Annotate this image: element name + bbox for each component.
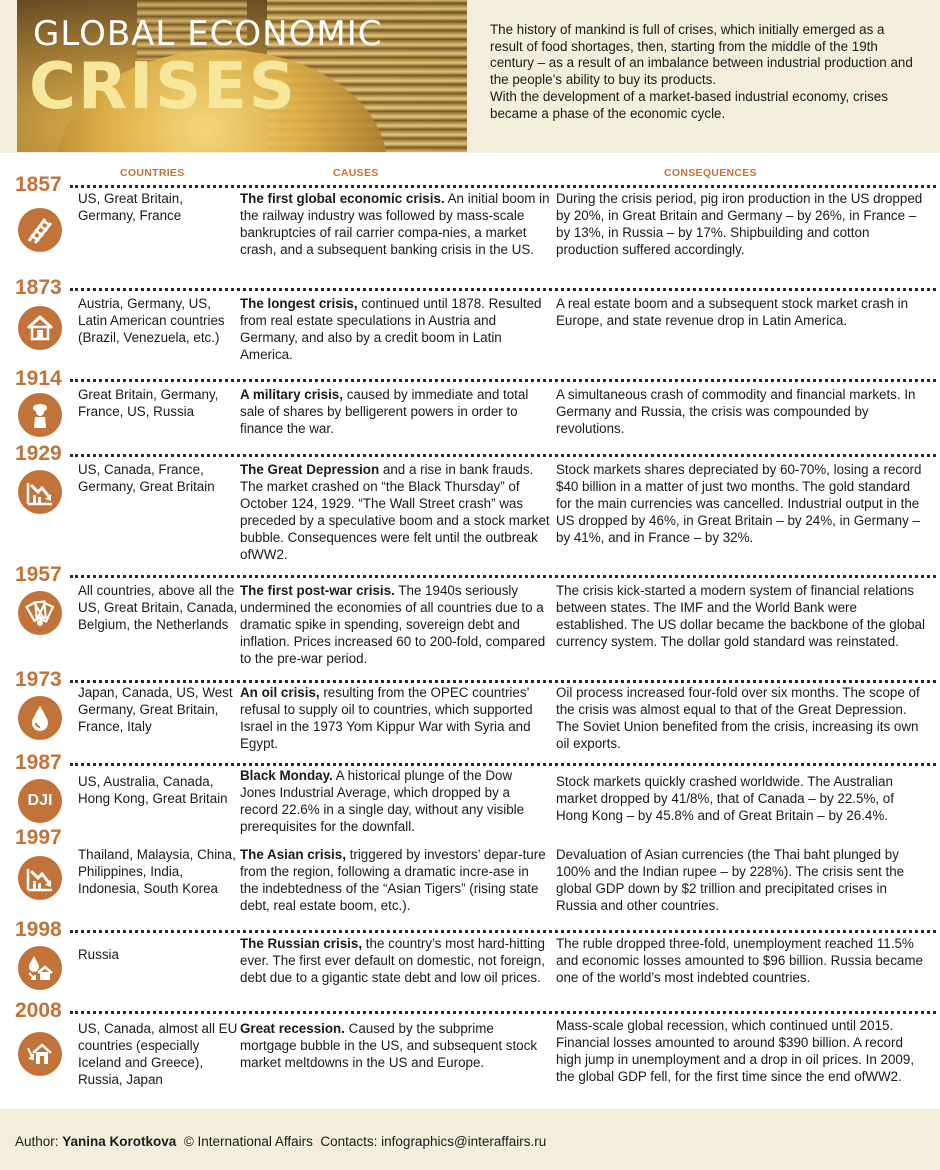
cause-text: the country’s most hard-hitting ever. The first ever default on domestic, not foreign, debt due to a gigantic state debt and low oil prices. xyxy=(240,936,545,985)
intro-paragraph-1: The history of mankind is full of crises, which initially emerged as a result of food shortages, then, starting from the middle of the 19th century – as a result of an imbalance between industrial production and the people’s ability to buy its products. xyxy=(490,22,913,88)
causes-cell xyxy=(240,583,550,668)
cause-title: The Great Depression xyxy=(240,462,380,477)
year-label: 1857 xyxy=(15,173,62,196)
cause-title: The longest crisis, xyxy=(240,296,358,311)
dotted-divider xyxy=(70,379,936,382)
footer-credits xyxy=(15,1134,546,1149)
consequences-cell: The crisis kick-started a modern system of financial relations between states. The IMF and the World Bank were established. The US dollar became the backbone of the global currency system. The dollar gold standard was reinstated. xyxy=(556,583,925,649)
intro-paragraph-2: With the development of a market-based industrial economy, crises became a phase of the economic cycle. xyxy=(490,88,888,121)
column-header-causes: CAUSES xyxy=(333,167,379,179)
cause-text: resulting from the OPEC countries’ refusal to supply oil to countries, which supported Israel in the 1973 Yom Kippur War with Syria and Egypt. xyxy=(240,685,533,751)
title-line-1: GLOBAL ECONOMIC xyxy=(33,14,383,54)
header-band xyxy=(0,0,940,153)
cause-title: The Asian crisis, xyxy=(240,847,346,862)
dotted-divider xyxy=(70,288,936,291)
dji-icon-label: DJI xyxy=(27,792,53,809)
causes-cell xyxy=(240,768,550,836)
countries-cell: US, Canada, almost all EU countries (especially Iceland and Greece), Russia, Japan xyxy=(78,1021,238,1087)
countries-cell: Russia xyxy=(78,947,119,962)
cause-title: Great recession. xyxy=(240,1021,345,1036)
falling-chart-icon xyxy=(18,470,62,514)
soldier-icon xyxy=(18,393,62,437)
cause-text: Caused by the subprime mortgage bubble in the US, and subsequent stock market meltdowns in the US and Europe. xyxy=(240,1021,538,1070)
cause-text: and a rise in bank frauds. The market crashed on “the Black Thursday” of October 124, 1929. “The Wall Street crash” was preceded by a speculative boom and a stock market bubble. Consequences were felt until the outbreak ofWW2. xyxy=(240,462,550,562)
footer xyxy=(0,1109,940,1170)
oil-drop-icon xyxy=(18,696,62,740)
cause-text: An initial boom in the railway industry was followed by mass-scale bankruptcies of rail carrier compa-nies, a market crash, and a subsequent banking crisis in the US. xyxy=(240,191,550,257)
copyright: © International Affairs xyxy=(183,1134,313,1149)
author-label: Author: xyxy=(15,1134,63,1149)
cause-title: Black Monday. xyxy=(240,768,333,783)
falling-chart-icon xyxy=(18,856,62,900)
consequences-cell: Oil process increased four-fold over six months. The scope of the crisis was almost equal to that of the Great Depression. The Soviet Union benefited from the crisis, increasing its own oil exports. xyxy=(556,685,920,751)
cause-title: The Russian crisis, xyxy=(240,936,363,951)
causes-cell xyxy=(240,1021,550,1072)
title-line-2: CRISES xyxy=(29,50,297,124)
causes-cell xyxy=(240,387,550,438)
countries-cell: Austria, Germany, US, Latin American countries (Brazil, Venezuela, etc.) xyxy=(78,296,225,345)
cause-text: The 1940s seriously undermined the economies of all countries due to a dramatic spike in spending, sovereign debt and inflation. Prices increased 60 to 200-fold, compared to the pre-war period. xyxy=(240,583,546,666)
year-label: 1914 xyxy=(15,367,62,390)
consequences-cell: Stock markets quickly crashed worldwide. The Australian market dropped by 41/8%, that of Canada – by 22.5%, of Hong Kong – by 45.8% and of Great Britain – by 26.4%. xyxy=(556,774,894,823)
dotted-divider xyxy=(70,1011,936,1014)
year-label: 1957 xyxy=(15,563,62,586)
house-icon xyxy=(18,306,62,350)
causes-cell xyxy=(240,847,550,915)
causes-cell xyxy=(240,191,550,259)
hero-image xyxy=(17,0,467,152)
dotted-divider xyxy=(70,763,936,766)
cause-text: caused by immediate and total sale of shares by belligerent powers in order to finance the war. xyxy=(240,387,529,436)
dotted-divider xyxy=(70,185,936,188)
causes-cell xyxy=(240,296,550,364)
countries-cell: Great Britain, Germany, France, US, Russia xyxy=(78,387,219,419)
consequences-cell: Devaluation of Asian currencies (the Thai baht plunged by 100% and the Indian rupee – by 228%). The crisis sent the global GDP down by $2 trillion and precipitated crises in Russia and other countries. xyxy=(556,847,905,913)
countries-cell: Thailand, Malaysia, China, Philippines, India, Indonesia, South Korea xyxy=(78,847,236,896)
consequences-cell: Stock markets shares depreciated by 60-70%, losing a record $40 billion in a matter of just two months. The gold standard for the main currencies was cancelled. Industrial output in the US dropped by 46%, in Great Britain – by 24%, in Germany – by 41%, and in France – by 32%. xyxy=(556,462,922,545)
dotted-divider xyxy=(70,930,936,933)
year-label: 1998 xyxy=(15,918,62,941)
oil-house-icon xyxy=(18,946,62,990)
cause-title: The first global economic crisis. xyxy=(240,191,445,206)
cause-text: A historical plunge of the Dow Jones Industrial Average, which dropped by a record 22.6% in a single day, without any visible prerequisites for the downfall. xyxy=(240,768,525,834)
cause-title: A military crisis, xyxy=(240,387,343,402)
consequences-cell: The ruble dropped three-fold, unemployment reached 11.5% and economic losses amounted to $96 billion. Russia became one of the world’s most indebted countries. xyxy=(556,936,923,985)
dotted-divider xyxy=(70,680,936,683)
cause-title: An oil crisis, xyxy=(240,685,320,700)
dotted-divider xyxy=(70,454,936,457)
year-label: 1987 xyxy=(15,751,62,774)
cause-title: The first post-war crisis. xyxy=(240,583,395,598)
consequences-cell: A simultaneous crash of commodity and financial markets. In Germany and Russia, the crisis was compounded by revolutions. xyxy=(556,387,916,436)
year-label: 1973 xyxy=(15,668,62,691)
banknotes-icon xyxy=(18,591,62,635)
railway-icon xyxy=(18,208,62,252)
dji-icon xyxy=(18,779,62,823)
intro-text xyxy=(490,22,920,122)
dotted-divider xyxy=(70,575,936,578)
column-header-countries: COUNTRIES xyxy=(120,167,185,179)
countries-cell: US, Great Britain, Germany, France xyxy=(78,191,183,223)
countries-cell: All countries, above all the US, Great Britain, Canada, Belgium, the Netherlands xyxy=(78,583,238,632)
year-label: 1997 xyxy=(15,826,62,849)
house-down-icon xyxy=(18,1032,62,1076)
countries-cell: US, Australia, Canada, Hong Kong, Great Britain xyxy=(78,774,228,806)
countries-cell: Japan, Canada, US, West Germany, Great Britain, France, Italy xyxy=(78,685,233,734)
consequences-cell: A real estate boom and a subsequent stock market crash in Europe, and state revenue drop in Latin America. xyxy=(556,296,909,328)
countries-cell: US, Canada, France, Germany, Great Britain xyxy=(78,462,215,494)
year-label: 1873 xyxy=(15,276,62,299)
cause-text: triggered by investors’ depar-ture from the region, following a dramatic incre-ase in the indebtedness of the “Asian Tigers” (rising state debt, real estate boom, etc.). xyxy=(240,847,546,913)
column-header-consequences: CONSEQUENCES xyxy=(664,167,757,179)
causes-cell xyxy=(240,685,550,753)
causes-cell xyxy=(240,462,550,563)
year-label: 2008 xyxy=(15,999,62,1022)
year-label: 1929 xyxy=(15,442,62,465)
cause-text: continued until 1878. Resulted from real estate speculations in Austria and Germany, and also by a credit boom in Latin America. xyxy=(240,296,542,362)
causes-cell xyxy=(240,936,550,987)
contacts: Contacts: infographics@interaffairs.ru xyxy=(320,1134,547,1149)
author-name: Yanina Korotkova xyxy=(62,1134,177,1149)
consequences-cell: During the crisis period, pig iron production in the US dropped by 20%, in Great Britain and Germany – by 26%, in France – by 13%, in Russia – by 17%. Shipbuilding and cotton production suffered accordingly. xyxy=(556,191,923,257)
consequences-cell: Mass-scale global recession, which continued until 2015. Financial losses amounted to around $390 billion. A record high jump in unemployment and a drop in oil prices. In 2009, the global GDP fell, for the first time since the end ofWW2. xyxy=(556,1018,915,1084)
